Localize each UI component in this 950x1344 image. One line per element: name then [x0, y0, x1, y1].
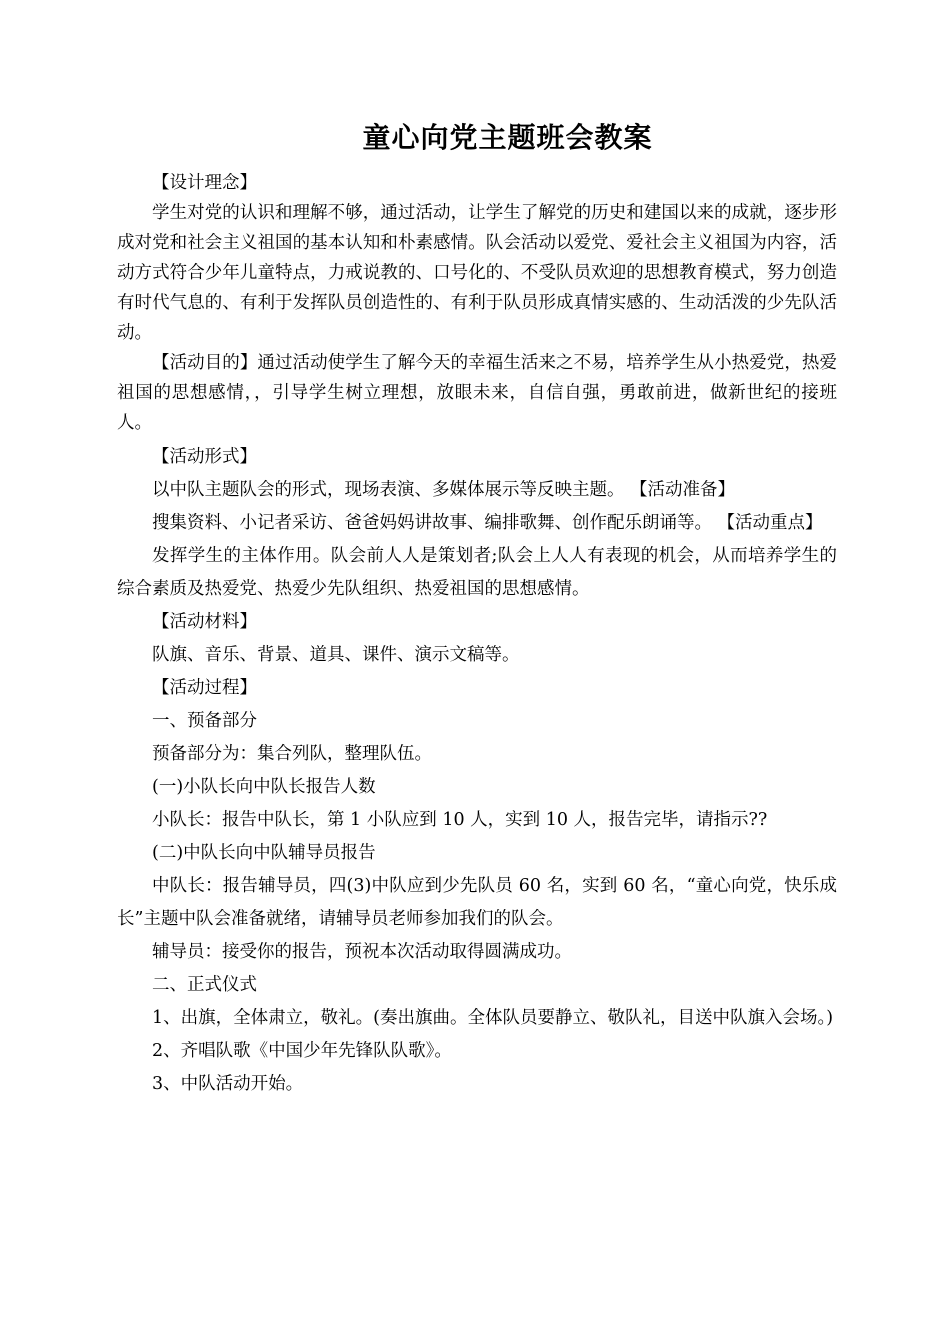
section-heading-activity-process: 【活动过程】	[152, 678, 257, 698]
section-heading-preparation-part: 一、预备部分	[152, 711, 257, 731]
section-heading-design-concept: 【设计理念】	[152, 173, 257, 193]
paragraph-ceremony-step-1: 1、出旗，全体肃立，敬礼。(奏出旗曲。全体队员要静立、敬队礼，目送中队旗入会场。)	[152, 1008, 834, 1028]
paragraph-activity-materials: 队旗、音乐、背景、道具、课件、演示文稿等。	[152, 645, 520, 665]
subheading-counselor-report: (二)中队长向中队辅导员报告	[152, 843, 376, 863]
paragraph-counselor-reply: 辅导员：接受你的报告，预祝本次活动取得圆满成功。	[152, 942, 572, 962]
paragraph-ceremony-step-2: 2、齐唱队歌《中国少年先锋队队歌》。	[152, 1041, 452, 1061]
paragraph-activity-focus: 发挥学生的主体作用。队会前人人是策划者;队会上人人有表现的机会，从而培养学生的综合素质及热爱党、热爱少先队组织、热爱祖国的思想感情。	[117, 546, 837, 599]
paragraph-activity-preparation: 搜集资料、小记者采访、爸爸妈妈讲故事、编排歌舞、创作配乐朗诵等。 【活动重点】	[152, 513, 823, 533]
document-body	[117, 168, 837, 1101]
paragraph-ceremony-step-3: 3、中队活动开始。	[152, 1074, 304, 1094]
paragraph-preparation-part: 预备部分为：集合列队，整理队伍。	[152, 744, 432, 764]
section-heading-formal-ceremony: 二、正式仪式	[152, 975, 257, 995]
paragraph-squad-leader-report: 小队长：报告中队长，第 1 小队应到 10 人，实到 10 人，报告完毕，请指示??	[152, 810, 768, 830]
paragraph-design-concept: 学生对党的认识和理解不够，通过活动，让学生了解党的历史和建国以来的成就，逐步形成对党和社会主义祖国的基本认知和朴素感情。队会活动以爱党、爱社会主义祖国为内容，活动方式符合少年儿童特点，力戒说教的、口号化的、不受队员欢迎的思想教育模式，努力创造有时代气息的、有利于发挥队员创造性的、有利于队员形成真情实感的、生动活泼的少先队活动。	[117, 203, 837, 343]
document-title: 童心向党主题班会教案	[362, 121, 653, 154]
paragraph-activity-form: 以中队主题队会的形式，现场表演、多媒体展示等反映主题。 【活动准备】	[152, 480, 736, 500]
section-heading-activity-form: 【活动形式】	[152, 447, 257, 467]
section-heading-activity-materials: 【活动材料】	[152, 612, 257, 632]
paragraph-activity-purpose: 【活动目的】通过活动使学生了解今天的幸福生活来之不易，培养学生从小热爱党，热爱祖国的思想感情，，引导学生树立理想，放眼未来，自信自强，勇敢前进，做新世纪的接班人。	[117, 353, 837, 433]
subheading-squad-report: (一)小队长向中队长报告人数	[152, 777, 376, 797]
paragraph-team-leader-report: 中队长：报告辅导员，四(3)中队应到少先队员 60 名，实到 60 名，“童心向党，快乐成长”主题中队会准备就绪，请辅导员老师参加我们的队会。	[117, 876, 837, 929]
